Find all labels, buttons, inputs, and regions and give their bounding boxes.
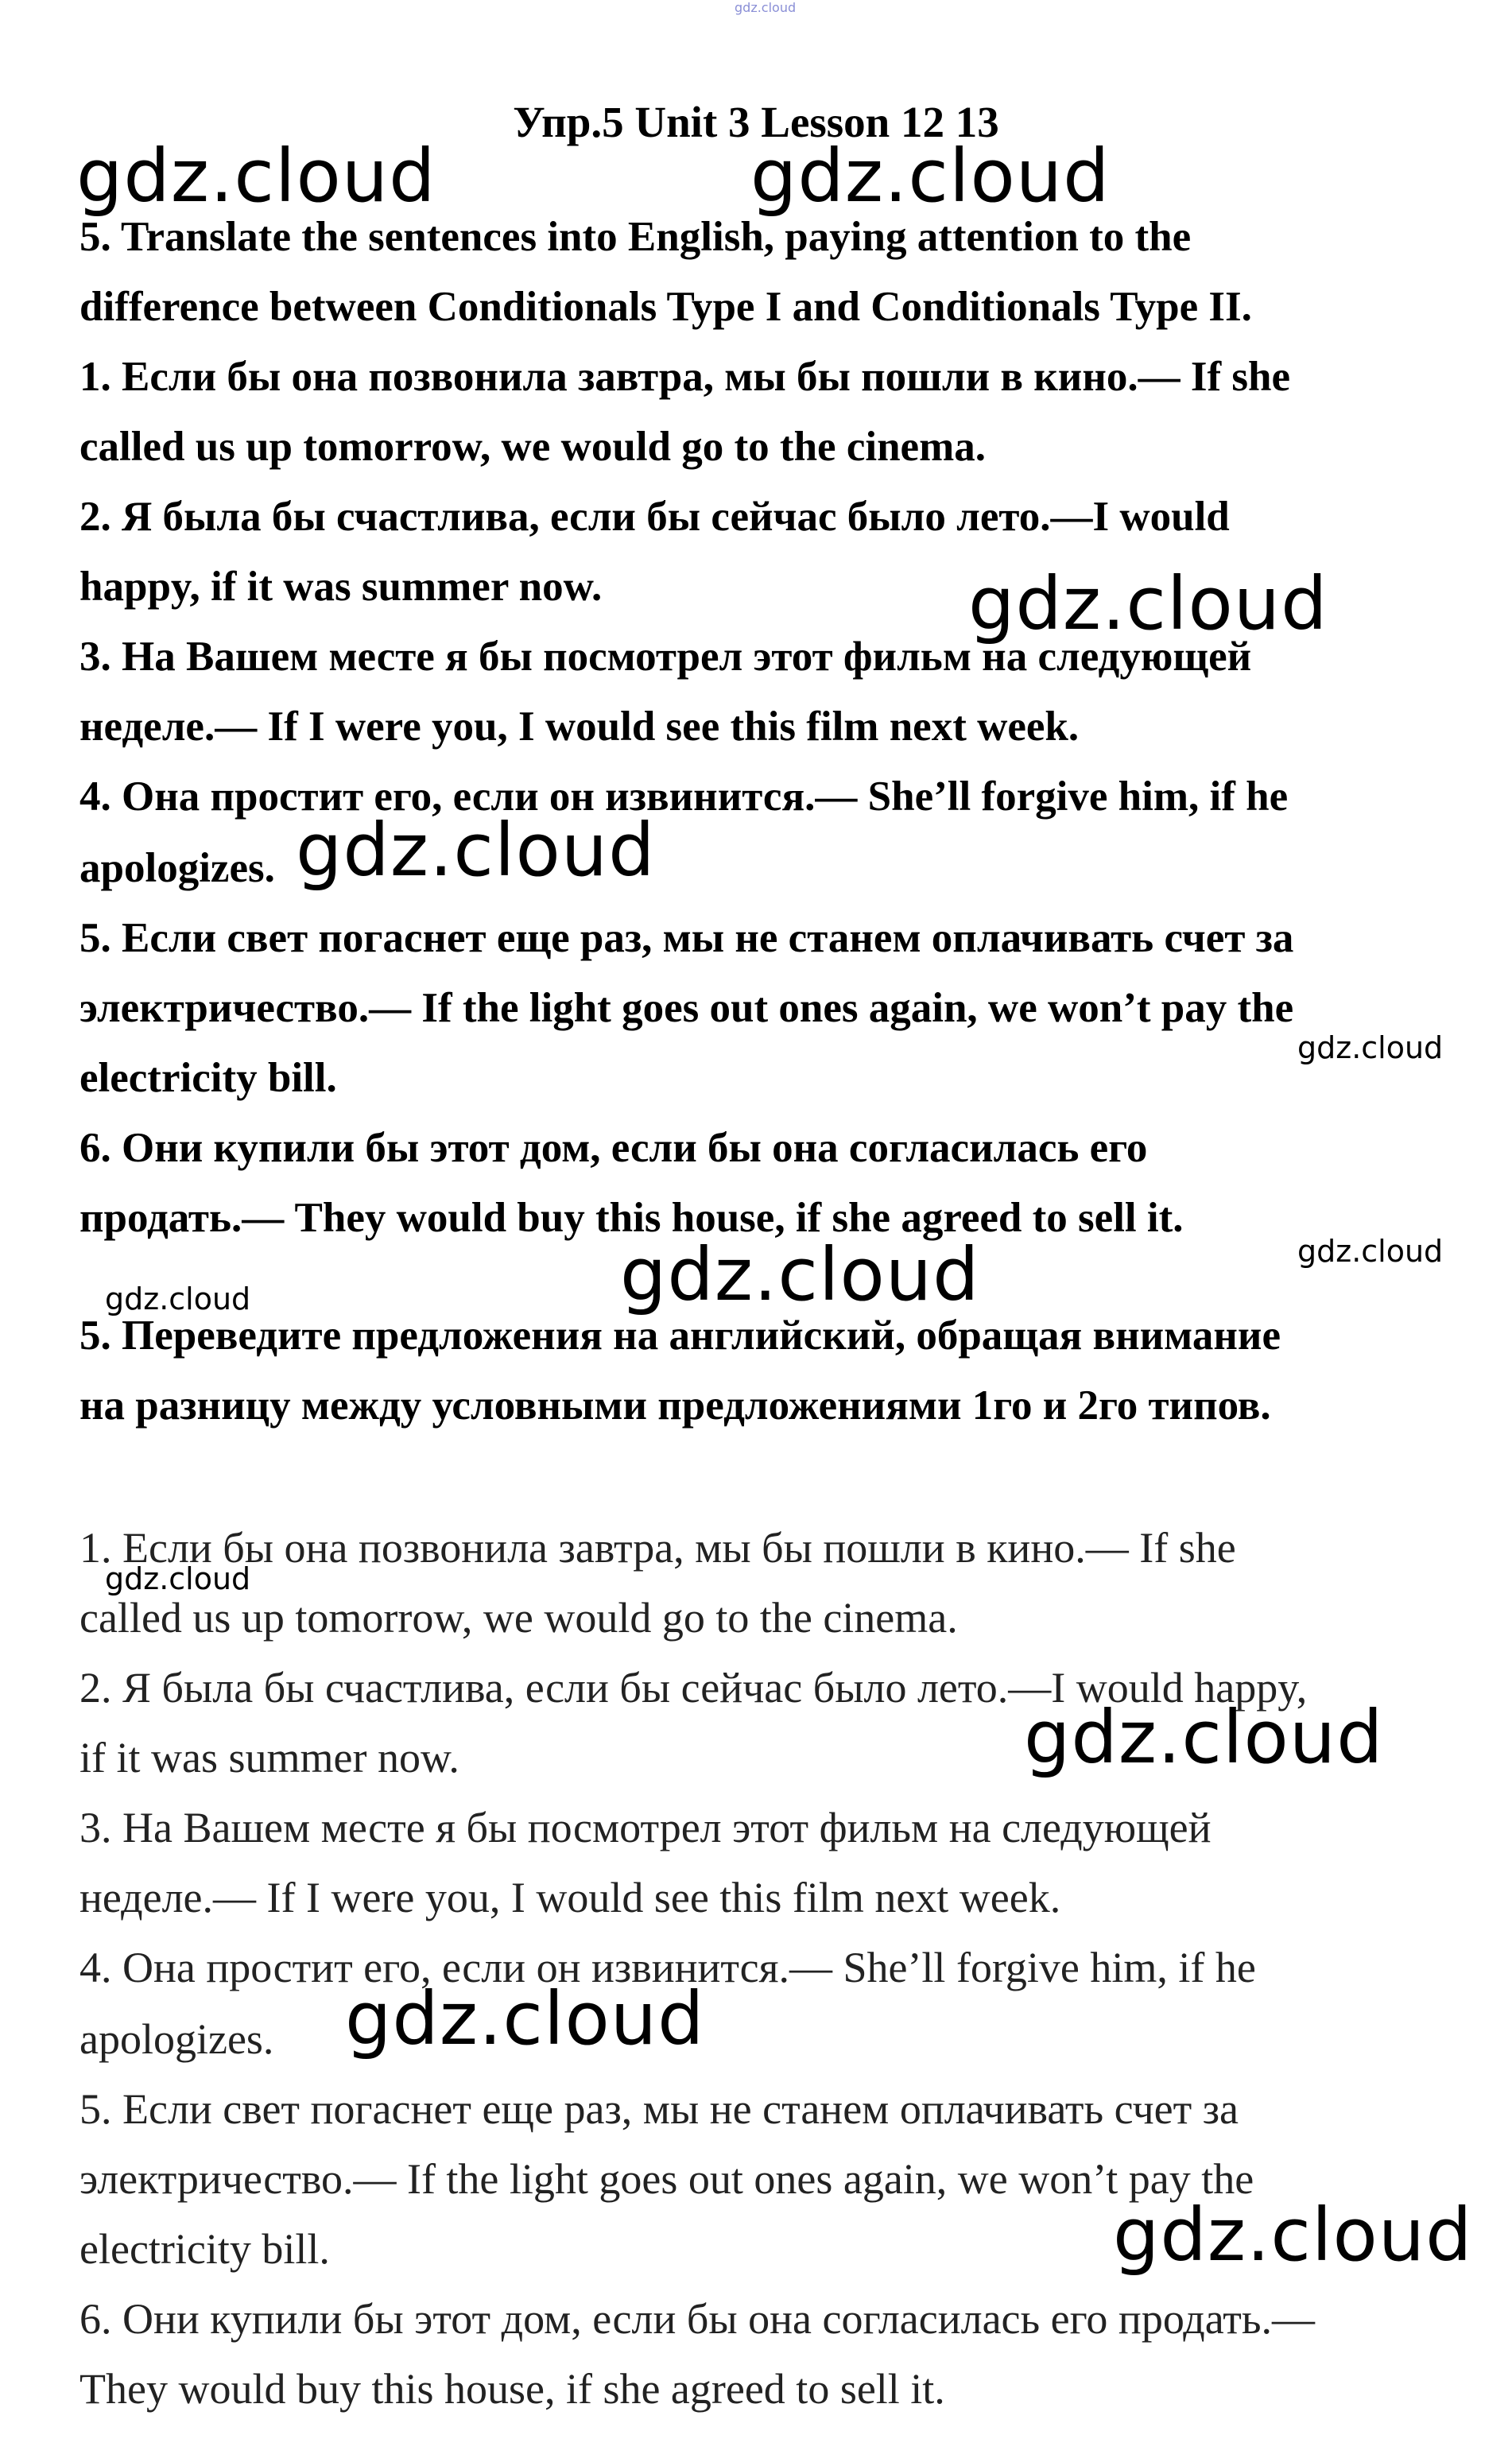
watermark: gdz.cloud bbox=[76, 134, 436, 219]
bold-line: 2. Я была бы счастлива, если бы сейчас было лето.—I would bbox=[79, 494, 1230, 540]
regular-line: if it was summer now. bbox=[79, 1734, 459, 1782]
regular-line: called us up tomorrow, we would go to the cinema. bbox=[79, 1594, 958, 1642]
watermark: gdz.cloud bbox=[1113, 2193, 1473, 2278]
regular-line: 1. Если бы она позвонила завтра, мы бы пошли в кино.— If she bbox=[79, 1524, 1236, 1572]
regular-line: electricity bill. bbox=[79, 2225, 330, 2273]
watermark-top: gdz.cloud bbox=[735, 0, 797, 15]
bold-line: электричество.— If the light goes out ones again, we won’t pay the bbox=[79, 985, 1294, 1031]
bold-line: 3. На Вашем месте я бы посмотрел этот фильм на следующей bbox=[79, 634, 1252, 680]
regular-line: 3. На Вашем месте я бы посмотрел этот фильм на следующей bbox=[79, 1804, 1212, 1851]
watermark: gdz.cloud bbox=[750, 134, 1111, 219]
watermark: gdz.cloud bbox=[968, 561, 1328, 646]
bold-line: неделе.— If I were you, I would see this film next week. bbox=[79, 704, 1080, 750]
regular-line: 5. Если свет погаснет еще раз, мы не станем оплачивать счет за bbox=[79, 2085, 1239, 2133]
watermark: gdz.cloud bbox=[345, 1976, 705, 2061]
page-title: Упр.5 Unit 3 Lesson 12 13 bbox=[513, 98, 999, 146]
watermark: gdz.cloud bbox=[105, 1281, 251, 1316]
bold-line: 5. Если свет погаснет еще раз, мы не станем оплачивать счет за bbox=[79, 915, 1294, 961]
regular-line: 2. Я была бы счастлива, если бы сейчас было лето.—I would happy, bbox=[79, 1664, 1308, 1712]
watermark: gdz.cloud bbox=[620, 1232, 980, 1317]
regular-line: 6. Они купили бы этот дом, если бы она согласилась его продать.— bbox=[79, 2295, 1316, 2343]
bold-line: 5. Переведите предложения на английский, обращая внимание bbox=[79, 1312, 1281, 1359]
regular-line: 4. Она простит его, если он извинится.— She’ll forgive him, if he bbox=[79, 1944, 1256, 1991]
bold-line: 1. Если бы она позвонила завтра, мы бы пошли в кино.— If she bbox=[79, 354, 1291, 400]
bold-line: продать.— They would buy this house, if she agreed to sell it. bbox=[79, 1195, 1184, 1241]
watermark: gdz.cloud bbox=[1297, 1030, 1444, 1065]
bold-line: difference between Conditionals Type I and Conditionals Type II. bbox=[79, 284, 1252, 330]
bold-line: happy, if it was summer now. bbox=[79, 564, 603, 610]
watermark: gdz.cloud bbox=[296, 808, 656, 893]
regular-line: электричество.— If the light goes out ones again, we won’t pay the bbox=[79, 2155, 1254, 2203]
bold-line: 4. Она простит его, если он извинится.— She’ll forgive him, if he bbox=[79, 773, 1289, 820]
bold-line: called us up tomorrow, we would go to the cinema. bbox=[79, 424, 986, 470]
regular-line: apologizes. bbox=[79, 2015, 274, 2063]
bold-line: 5. Translate the sentences into English, paying attention to the bbox=[79, 214, 1192, 260]
bold-line: electricity bill. bbox=[79, 1055, 337, 1101]
regular-line: неделе.— If I were you, I would see this film next week. bbox=[79, 1874, 1061, 1921]
watermark: gdz.cloud bbox=[1297, 1234, 1444, 1269]
regular-line: They would buy this house, if she agreed to sell it. bbox=[79, 2365, 945, 2413]
watermark: gdz.cloud bbox=[105, 1561, 251, 1596]
bold-line: 6. Они купили бы этот дом, если бы она согласилась его bbox=[79, 1125, 1148, 1171]
watermark: gdz.cloud bbox=[1024, 1695, 1384, 1780]
bold-line: apologizes. bbox=[79, 845, 275, 891]
bold-line: на разницу между условными предложениями 1го и 2го типов. bbox=[79, 1382, 1271, 1429]
